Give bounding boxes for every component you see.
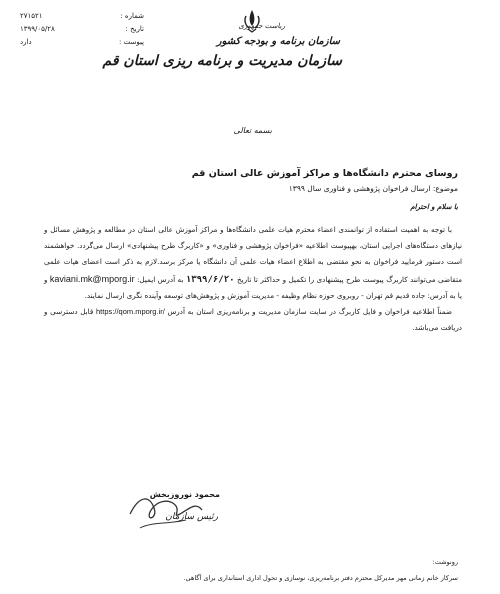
meta-attach-value: دارد (20, 38, 32, 46)
website-link[interactable]: https://qom.mporg.ir/ (96, 307, 165, 317)
subject-line: موضوع: ارسال فراخوان پژوهشی و فناوری سال ۱۳۹۹ (288, 184, 458, 193)
body-paragraph-1 (44, 222, 462, 304)
besmeh-heading: بسمه تعالی (233, 126, 272, 135)
letterhead-presidency: ریاست جمهوری (238, 22, 285, 30)
meta-attach-row (14, 36, 144, 49)
greeting-line: با سلام و احترام (410, 202, 458, 211)
email-link[interactable]: kaviani.mk@mporg.ir (49, 273, 135, 284)
recipient-line: روسای محترم دانشگاه‌ها و مراکز آموزش عالی استان قم (191, 168, 458, 179)
body-text-2b: قابل دسترسی و دریافت می‌باشد. (44, 307, 462, 333)
body-text-2a: ضمناً اطلاعیه فراخوان و فایل کاربرگ در سایت سازمان مدیریت و برنامه‌ریزی استان به آدرس (167, 307, 452, 317)
cc-text: سرکار خانم زمانی مهر مدیرکل محترم دفتر برنامه‌ریزی، نوسازی و تحول اداری استانداری برای آگاهی. (183, 574, 458, 582)
letterhead-qom-org: سازمان مدیریت و برنامه ریزی استان قم (102, 53, 342, 69)
deadline-date: ۱۳۹۹/۶/۲۰ (185, 274, 235, 285)
body-paragraph-2 (44, 304, 462, 336)
letter-body (44, 222, 462, 336)
signer-name: محمود نوروزبخش (149, 490, 220, 499)
cc-label: رونوشت: (432, 558, 458, 566)
meta-number-row (14, 10, 144, 23)
signature-block (110, 484, 220, 544)
meta-number-value: ۲۷۱۵۲۱ (20, 12, 43, 20)
iran-emblem-icon (240, 8, 264, 34)
body-text-1a: با توجه به اهمیت استفاده از توانمندی اعضاء محترم هیات علمی دانشگاه‌ها و مراکز آموزش عالی استان در مطالعه و پژوهش مسائل و نیازهای دستگاه‌های اجرایی استان، بهپیوست اطلاعیه «فراخوان پژوهشی و فناوری» و «کاربرگ طرح پیشنهادی» ارسال می‌گردد. خواهشمند است دستور فرمایید فراخوان به نحو مقتضی به اطلاع اعضاء هیات علمی آن دانشگاه یا مرکز برسد.لازم به ذکر است اعضای هیات علمی متقاضی می‌توانند کاربرگ پیوست طرح پیشنهادی را تکمیل و حداکثر تا تاریخ (44, 225, 462, 284)
meta-date-value: ۱۳۹۹/۰۵/۲۸ (20, 25, 55, 33)
meta-date-label: تاریخ : (125, 25, 144, 33)
body-text-1c: و یا به آدرس: جاده قدیم قم تهران - روبروی حوزه نظام وظیفه - مدیریت آموزش و پژوهش‌های توسعه وآینده نگری ارسال نمایند. (44, 274, 462, 300)
signer-title: رئیس سازمان (165, 512, 218, 522)
body-text-1b: به آدرس ایمیل: (137, 274, 184, 284)
meta-number-label: شماره : (120, 12, 144, 20)
letter-meta (14, 10, 144, 49)
meta-date-row (14, 23, 144, 36)
meta-attach-label: پیوست : (119, 38, 144, 46)
letterhead-budget-org: سازمان برنامه و بودجه کشور (216, 36, 340, 47)
